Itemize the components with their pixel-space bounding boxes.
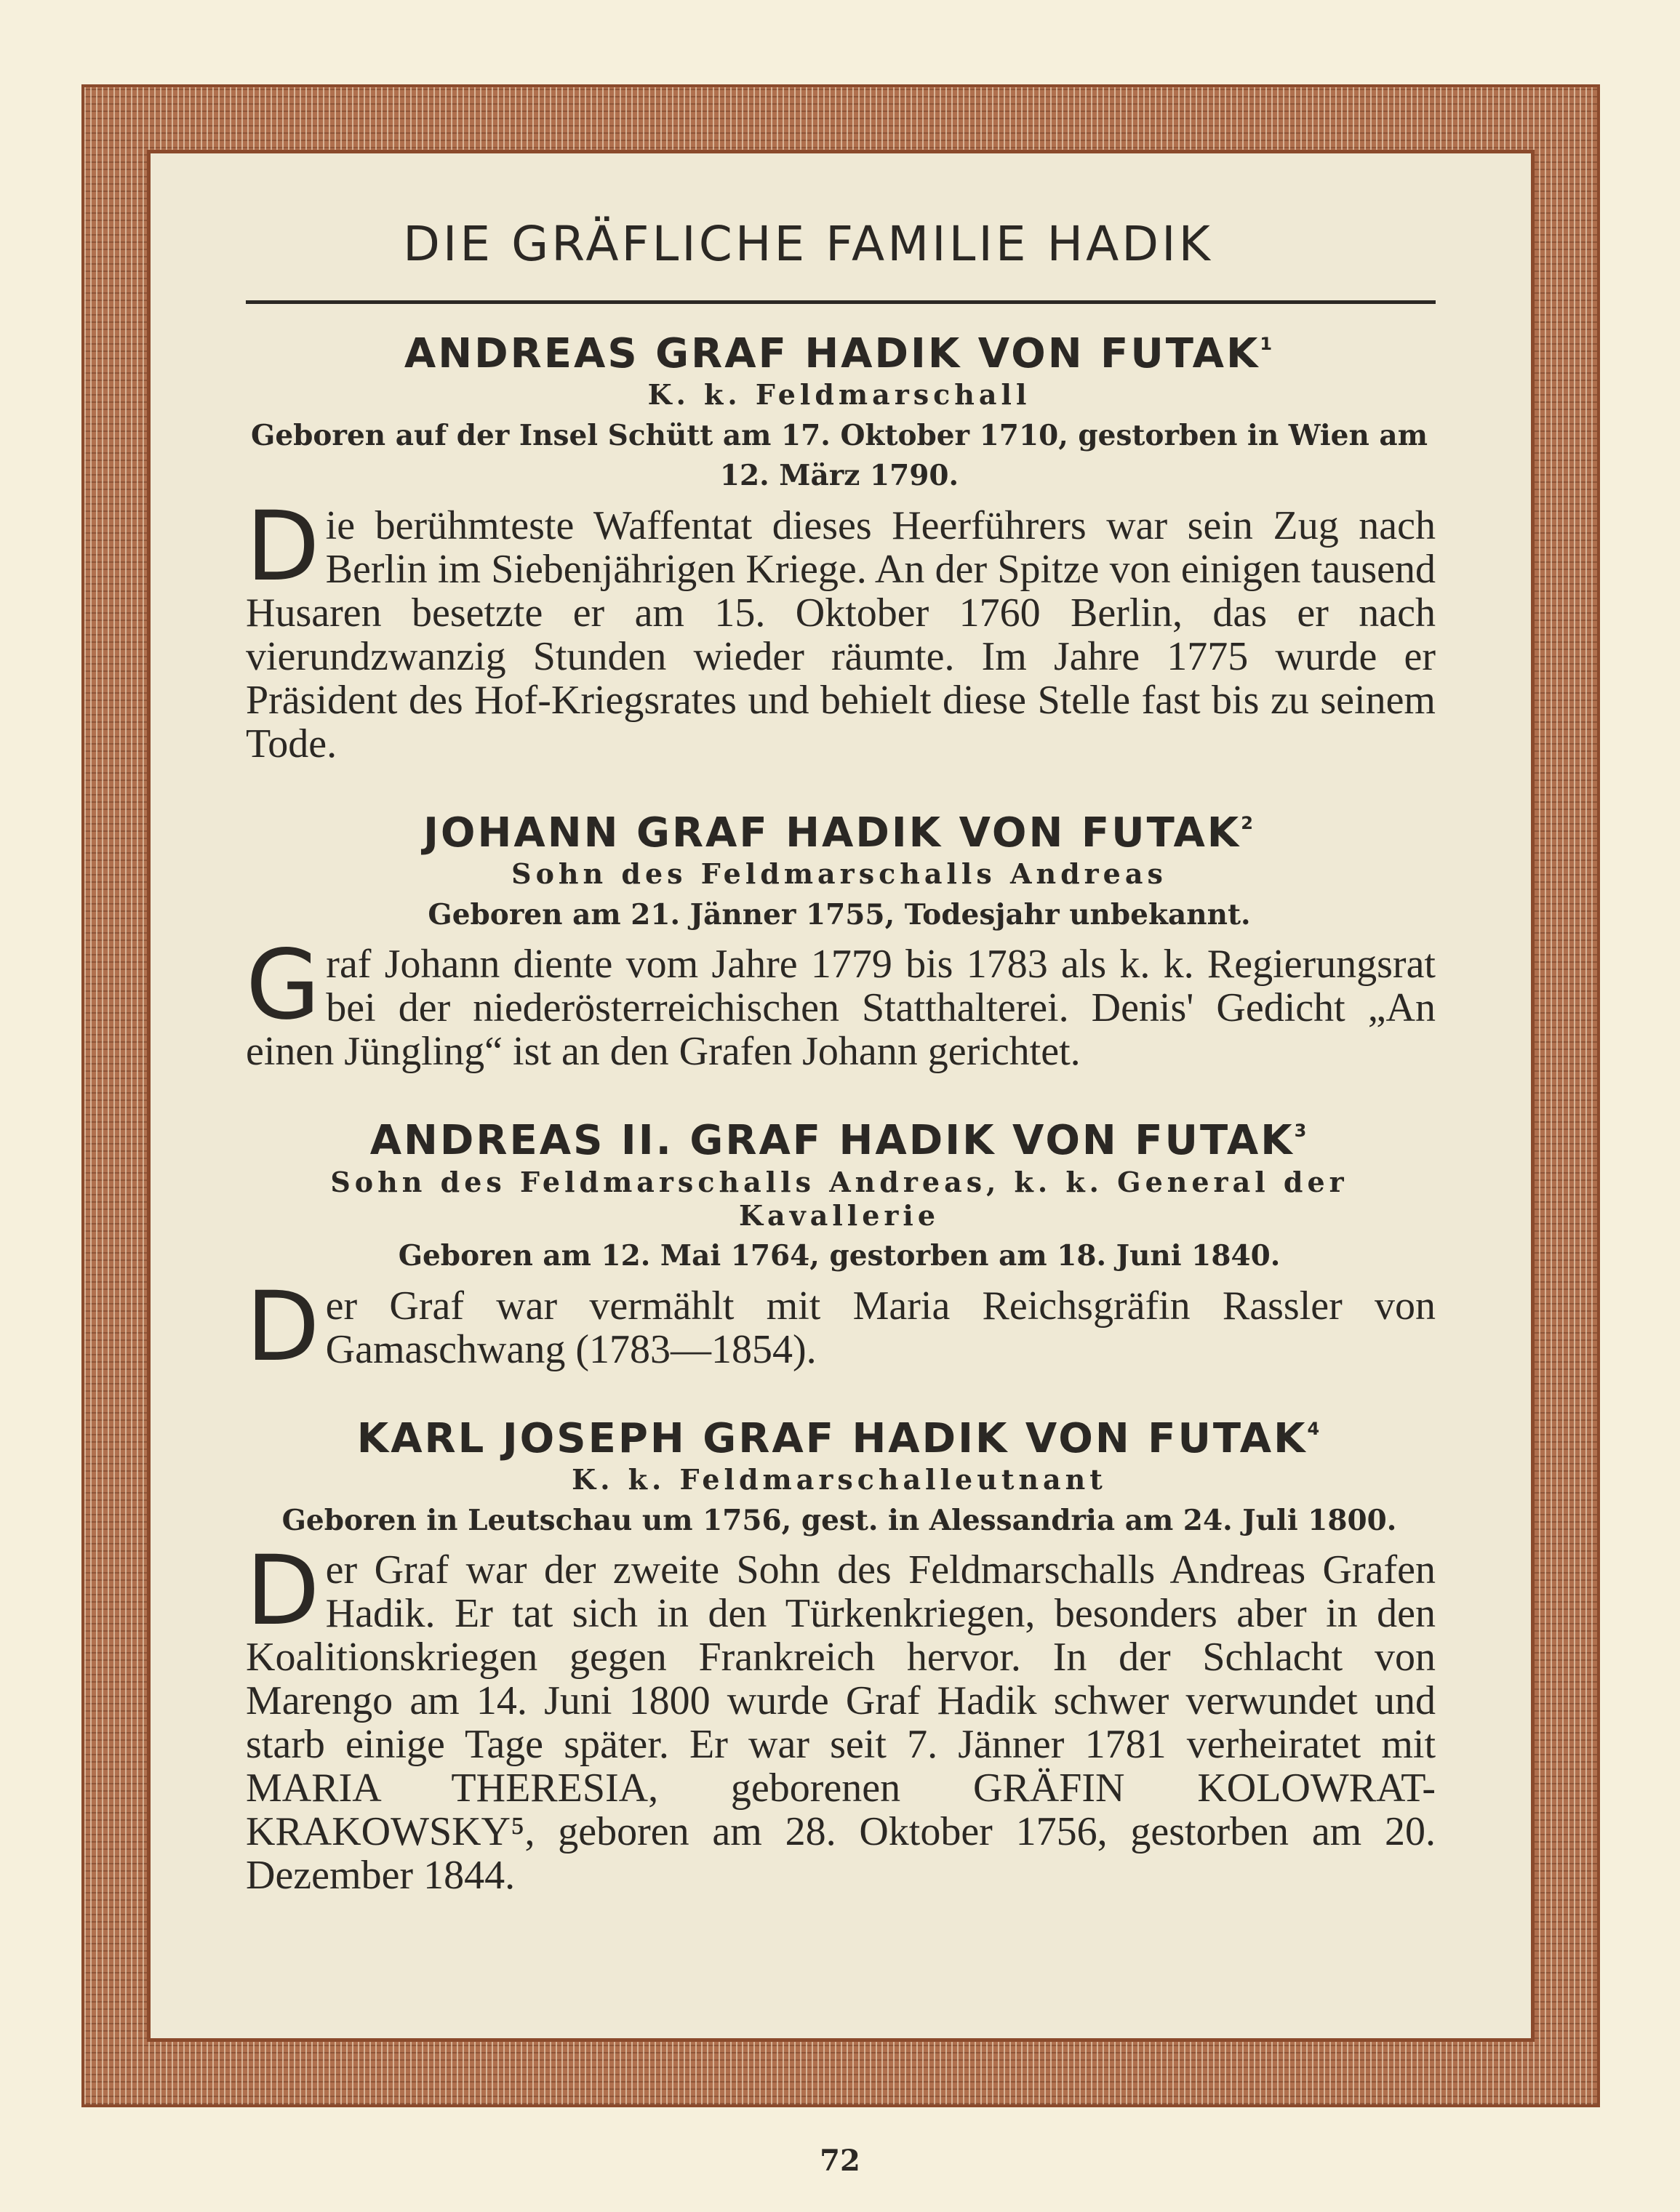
body-text: er Graf war vermählt mit Maria Reichsgräfin Rassler von Gamaschwang (1783—1854). (325, 1283, 1436, 1372)
page-number: 72 (820, 2144, 860, 2178)
footnote-marker: 2 (1241, 812, 1255, 833)
biography-section-karl-joseph (167, 1414, 1436, 1899)
section-body (246, 1270, 1436, 1383)
body-text: er Graf war der zweite Sohn des Feldmarschalls Andreas Grafen Hadik. Er tat sich in den Türkenkriegen, besonders aber in den Koalitionskriegen gegen Frankreich hervor. In der Schlacht von Marengo am 14. Juni 1800 wurde Graf Hadik schwer verwundet und starb einige Tage später. Er war seit 7. Jänner 1781 verheiratet mit MARIA THERESIA, geborenen GRÄFIN KOLOWRAT-KRAKOWSKY⁵, geboren am 28. Oktober 1756, gestorben am 20. Dezember 1844. (246, 1547, 1436, 1899)
biography-section-andreas-ii (167, 1117, 1436, 1383)
heading-text: KARL JOSEPH GRAF HADIK VON FUTAK (356, 1414, 1308, 1462)
section-heading (167, 1118, 1433, 1164)
body-text: raf Johann diente vom Jahre 1779 bis 1783 als k. k. Regierungsrat bei der niederösterreichischen Statthalterei. Denis' Gedicht „An einen Jüngling“ ist an den Grafen Johann gerichtet. (246, 942, 1436, 1075)
biography-section-johann (167, 809, 1436, 1075)
drop-cap: D (246, 1270, 320, 1383)
footnote-marker: 4 (1307, 1418, 1322, 1439)
heading-text: JOHANN GRAF HADIK VON FUTAK (423, 809, 1241, 857)
drop-cap: D (246, 1535, 320, 1648)
body-text: ie berühmteste Waffentat dieses Heerführers war sein Zug nach Berlin im Siebenjährigen Kriege. An der Spitze von einigen tausend Husaren besetzte er am 15. Oktober 1760 Berlin, das er nach vierundzwanzig Stunden wieder räumte. Im Jahre 1775 wurde er Präsident des Hof-Kriegsrates und behielt diese Stelle fast bis zu seinem Tode. (246, 502, 1436, 766)
section-dates: Geboren auf der Insel Schütt am 17. Oktober 1710, gestorben in Wien am 12. März 1790. (251, 418, 1428, 493)
heading-text: ANDREAS GRAF HADIK VON FUTAK (404, 329, 1260, 377)
title-divider (246, 300, 1436, 304)
page-content (167, 216, 1436, 1942)
biography-section-andreas (167, 329, 1436, 766)
section-dates: Geboren in Leutschau um 1756, gest. in Alessandria am 24. Juli 1800. (281, 1503, 1397, 1537)
section-dates: Geboren am 21. Jänner 1755, Todesjahr unbekannt. (428, 897, 1251, 931)
page-title: DIE GRÄFLICHE FAMILIE HADIK (403, 216, 1213, 272)
drop-cap: G (246, 929, 321, 1042)
section-body (246, 1535, 1436, 1899)
section-subtitle: Sohn des Feldmarschalls Andreas (511, 857, 1167, 891)
section-heading (167, 1416, 1433, 1462)
section-subtitle: K. k. Feldmarschall (647, 378, 1031, 412)
section-heading (167, 811, 1433, 857)
footnote-marker: 3 (1294, 1121, 1309, 1142)
section-dates: Geboren am 12. Mai 1764, gestorben am 18. Juni 1840. (398, 1239, 1281, 1273)
section-body (246, 929, 1436, 1075)
footnote-marker: 1 (1260, 333, 1275, 354)
heading-text: ANDREAS II. GRAF HADIK VON FUTAK (369, 1117, 1295, 1165)
section-subtitle: K. k. Feldmarschalleutnant (572, 1463, 1107, 1496)
section-body (246, 490, 1436, 766)
section-subtitle: Sohn des Feldmarschalls Andreas, k. k. General der Kavallerie (330, 1166, 1348, 1232)
drop-cap: D (246, 490, 320, 603)
section-heading (167, 329, 1433, 377)
